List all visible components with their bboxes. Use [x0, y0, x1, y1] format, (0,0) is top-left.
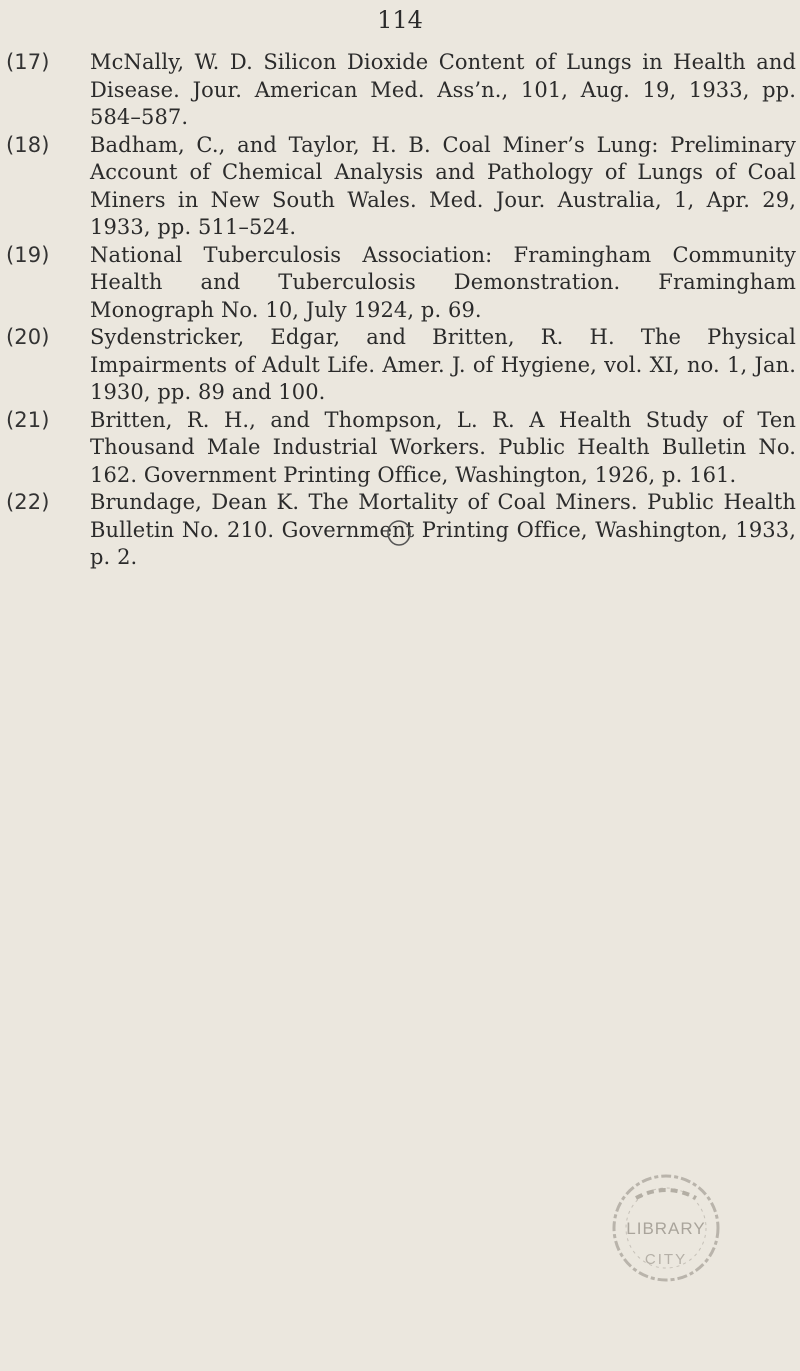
reference-item [6, 132, 796, 242]
page-number: 114 [377, 6, 423, 34]
reference-number: (22) [6, 490, 50, 514]
reference-number: (17) [6, 50, 50, 74]
reference-list [6, 49, 796, 572]
reference-item [6, 324, 796, 407]
reference-item [6, 49, 796, 132]
reference-number: (21) [6, 407, 50, 432]
reference-text: Sydenstricker, Edgar, and Britten, R. H. The Physical Impairments of Adult Life. Amer. J. of Hygiene, vol. XI, no. 1, Jan. 1930, pp. 89 and 100. [90, 325, 796, 404]
reference-text: National Tuberculosis Association: Framingham Community Health and Tuberculosis Demonstration. Framingham Monograph No. 10, July 1924, p. 69. [90, 242, 796, 322]
reference-text: Britten, R. H., and Thompson, L. R. A Health Study of Ten Thousand Male Industrial Workers. Public Health Bulletin No. 162. Government Printing Office, Washington, 1926, p. 161. [90, 407, 796, 487]
reference-item [6, 242, 796, 325]
reference-text: Badham, C., and Taylor, H. B. Coal Miner’s Lung: Preliminary Account of Chemical Analysis and Pathology of Lungs of Coal Miners in New South Wales. Med. Jour. Australia, 1, Apr. 29, 1933, pp. 511–524. [90, 132, 796, 239]
reference-text: McNally, W. D. Silicon Dioxide Content of Lungs in Health and Disease. Jour. American Med. Ass’n., 101, Aug. 19, 1933, pp. 584–587. [90, 50, 796, 129]
reference-number: (19) [6, 242, 50, 267]
reference-text: Brundage, Dean K. The Mortality of Coal Miners. Public Health Bulletin No. 210. Government Printing Office, Washington, 1933, p. 2. [90, 490, 796, 569]
stamp-library-text: LIBRARY [626, 1219, 706, 1238]
stamp-city-text: CITY [644, 1251, 688, 1268]
reference-number: (18) [6, 132, 50, 157]
library-stamp [606, 1168, 726, 1288]
reference-number: (20) [6, 325, 50, 349]
reference-item [6, 407, 796, 490]
circle-mark-icon [384, 518, 414, 548]
